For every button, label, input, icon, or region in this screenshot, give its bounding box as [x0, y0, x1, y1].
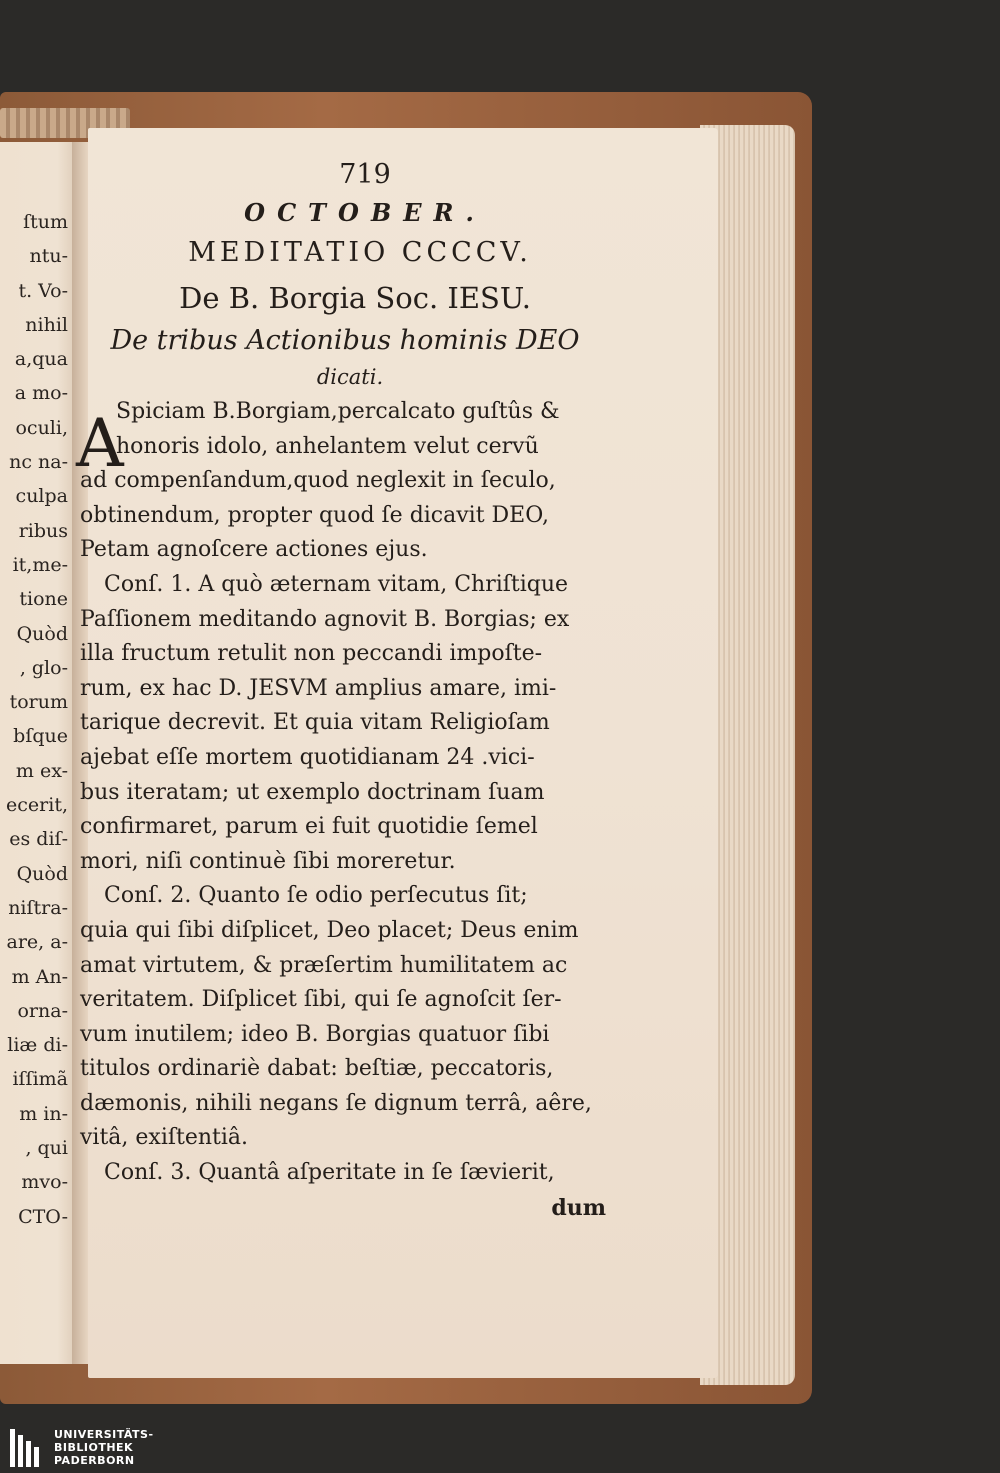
- left-page-line: culpa: [15, 485, 68, 508]
- text-line: obtinendum, propter quod ſe dicavit DEO,: [80, 502, 549, 528]
- left-page-line: liæ di-: [7, 1034, 68, 1057]
- left-page-line: torum: [9, 691, 68, 714]
- text-line: titulos ordinariè dabat: beſtiæ, peccatoris,: [80, 1056, 554, 1082]
- subject-line-2: dicati.: [316, 365, 384, 389]
- library-logo-icon: [8, 1427, 48, 1469]
- left-page-line: orna-: [17, 999, 68, 1022]
- library-logo-text: [54, 1428, 154, 1467]
- right-page-text: [76, 155, 610, 1225]
- left-page-line: m in-: [19, 1102, 68, 1125]
- month-heading: OCTOBER.: [244, 198, 486, 227]
- left-page-line: m ex-: [15, 759, 68, 782]
- left-page-line: oculi,: [15, 416, 68, 439]
- footer-bar: [0, 1423, 1000, 1473]
- page-number: 719: [339, 159, 391, 190]
- text-line: Petam agnoſcere actiones ejus.: [80, 537, 428, 563]
- left-page-line: , glo-: [19, 656, 68, 679]
- text-line: ad compenſandum,quod neglexit in ſeculo,: [80, 468, 556, 494]
- text-line: Conſ. 3. Quantâ aſperitate in ſe ſævierit,: [104, 1160, 555, 1186]
- text-line: vitâ, exiſtentiâ.: [80, 1125, 249, 1151]
- left-page-line: nihil: [25, 313, 68, 336]
- left-page-line: ſtum: [23, 211, 68, 233]
- text-line: amat virtutem, & præſertim humilitatem ac: [80, 952, 568, 978]
- text-line: tarique decrevit. Et quia vitam Religioſam: [80, 710, 550, 736]
- text-line: quia qui ſibi diſplicet, Deo placet; Deus enim: [80, 917, 579, 943]
- left-page-line: are, a-: [6, 931, 68, 954]
- text-line: mori, niſi continuè ſibi moreretur.: [80, 848, 456, 874]
- left-page-line: it,me-: [12, 553, 68, 576]
- left-page-line: t. Vo-: [18, 279, 68, 302]
- logo-line-2: BIBLIOTHEK: [54, 1441, 134, 1454]
- catchword: dum: [551, 1194, 606, 1221]
- left-page-line: CTO-: [18, 1205, 68, 1228]
- body-text: [80, 395, 610, 1191]
- text-line: veritatem. Diſplicet ſibi, qui ſe agnoſcit ſer-: [80, 987, 562, 1013]
- meditation-title: MEDITATIO CCCCV.: [188, 237, 532, 268]
- left-page-line: ecerit,: [6, 794, 68, 817]
- logo-line-3: PADERBORN: [54, 1454, 135, 1467]
- left-page-line: bſque: [13, 725, 68, 748]
- saint-heading: De B. Borgia Soc. IESU.: [179, 281, 531, 315]
- left-page-line: ntu-: [29, 245, 68, 268]
- text-line: Paſſionem meditando agnovit B. Borgias; ex: [80, 606, 570, 632]
- left-page-line: tione: [19, 588, 68, 611]
- text-line: Conſ. 1. A quò æternam vitam, Chriſtique: [104, 571, 569, 597]
- left-page-line: , qui: [25, 1137, 68, 1160]
- text-line: Conſ. 2. Quanto ſe odio perſecutus ſit;: [104, 883, 528, 909]
- text-line: rum, ex hac D. JESVM amplius amare, imi-: [80, 675, 557, 701]
- text-line: ajebat eſſe mortem quotidianam 24 .vici-: [80, 744, 535, 770]
- left-page-line: m An-: [11, 965, 68, 988]
- text-line: bus iteratam; ut exemplo doctrinam ſuam: [80, 779, 545, 805]
- left-page-line: a mo-: [14, 382, 68, 405]
- left-page-line: a,qua: [14, 348, 68, 371]
- left-page-line: Quòd: [16, 622, 68, 645]
- left-page-line: niſtra-: [8, 896, 68, 919]
- drop-capital: A: [76, 405, 124, 482]
- left-page-line: nc na-: [9, 451, 68, 474]
- left-page-line: Quòd: [16, 862, 68, 885]
- left-page-line: mvo-: [21, 1171, 68, 1194]
- text-line: illa fructum retulit non peccandi impoſte-: [80, 641, 543, 667]
- text-line: Spiciam B.Borgiam,percalcato guſtûs &: [116, 399, 560, 424]
- left-page-text: [0, 205, 68, 1234]
- text-line: honoris idolo, anhelantem velut cervũ: [116, 433, 539, 459]
- text-line: vum inutilem; ideo B. Borgias quatuor ſibi: [80, 1021, 550, 1047]
- left-page-line: ribus: [18, 519, 68, 542]
- text-line: confirmaret, parum ei fuit quotidie ſemel: [80, 814, 538, 840]
- left-page-line: iſſimã: [12, 1068, 68, 1091]
- subject-line-1: De tribus Actionibus hominis DEO: [110, 325, 580, 356]
- logo-line-1: UNIVERSITÄTS-: [54, 1428, 154, 1441]
- text-line: dæmonis, nihili negans ſe dignum terrâ, aêre,: [80, 1090, 592, 1116]
- left-page-line: es diſ-: [9, 828, 68, 851]
